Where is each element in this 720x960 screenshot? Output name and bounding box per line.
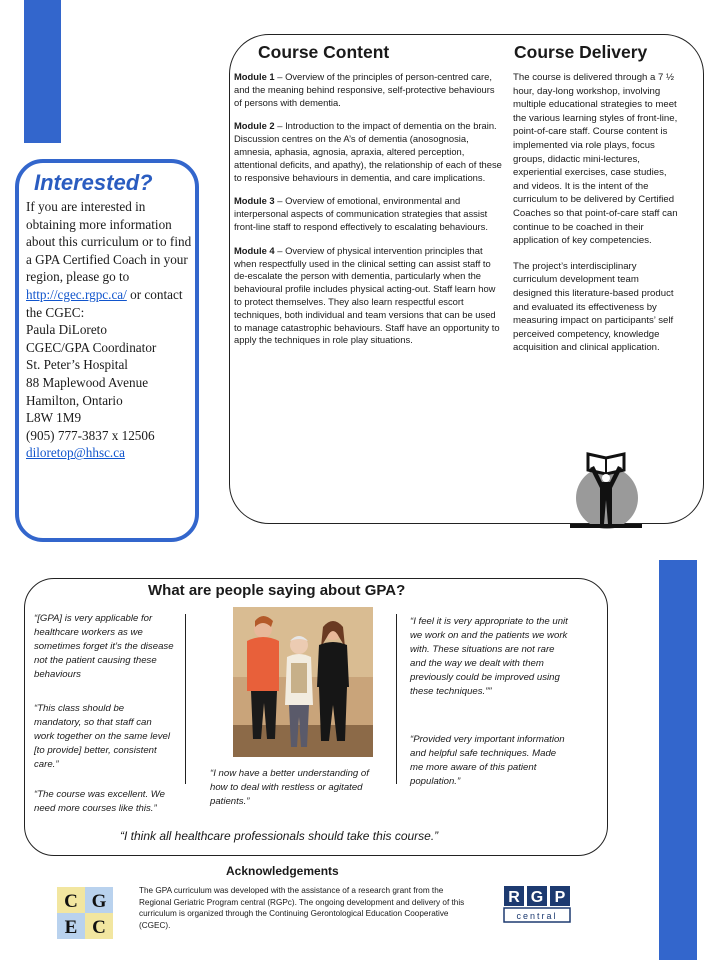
course-delivery-text	[513, 71, 679, 367]
divider-right	[396, 614, 397, 784]
module-text: – Overview of the principles of person-centred care, and the meaning behind responsive, self-protective behaviours of persons with dementia.	[234, 71, 495, 108]
interested-body	[26, 198, 194, 462]
module-item	[234, 195, 504, 233]
module-label: Module 3	[234, 195, 275, 207]
course-modules	[234, 71, 504, 358]
module-label: Module 2	[234, 120, 275, 132]
contact-postal-code: L8W 1M9	[26, 410, 82, 426]
cgec-letter: E	[64, 917, 78, 938]
rgp-letter: R	[508, 889, 520, 906]
module-text: – Overview of emotional, environmental and interpersonal aspects of communication strategies that assist front-line staff to respond effectively to escalating behaviours.	[234, 195, 488, 232]
divider-left	[185, 614, 186, 784]
interested-title: Interested?	[34, 170, 153, 195]
contact-organization: St. Peter’s Hospital	[26, 357, 128, 373]
contact-street: 88 Maplewood Avenue	[26, 374, 149, 390]
module-item	[234, 120, 504, 184]
testimonial-quote: “I now have a better understanding of how to deal with restless or agitated patients.”	[210, 768, 369, 807]
rgp-sub-label: central	[516, 911, 558, 921]
course-content-heading: Course Content	[258, 42, 390, 62]
testimonial-featured-quote: “I think all healthcare professionals should take this course.”	[120, 829, 439, 843]
interested-contact-intro: or contact the CGEC:	[26, 286, 183, 320]
module-label: Module 4	[234, 244, 275, 256]
testimonial-quote: “Provided very important information and helpful safe techniques. Made me more aware of this patient population.”	[410, 734, 565, 787]
cgec-letter: C	[64, 891, 78, 912]
module-text: – Overview of physical intervention principles that when respectfully used in the clinical setting can assist staff to de-escalate the person with dementia, particularly when the behavioural profile includes physical acting-out. Staff learn how to protect themselves. They also learn respectful escort techniques, both individual and team versions that can be used to manage catastrophic behaviours. Staff have an opportunity to apply the techniques in role play situations.	[234, 244, 500, 346]
contact-city: Hamilton, Ontario	[26, 392, 123, 408]
staff-with-patient-photo	[233, 607, 373, 757]
module-item	[234, 71, 504, 109]
module-label: Module 1	[234, 71, 275, 82]
cgec-letter: C	[92, 917, 106, 938]
decorative-bar-bottom-right	[659, 560, 697, 960]
course-delivery-heading: Course Delivery	[514, 42, 648, 62]
cgec-website-link[interactable]: http://cgec.rgpc.ca/	[26, 286, 127, 302]
contact-email-link[interactable]: diloretop@hhsc.ca	[26, 445, 125, 461]
testimonials-heading: What are people saying about GPA?	[148, 582, 406, 599]
cgec-logo	[57, 887, 113, 939]
rgp-letter: P	[554, 889, 566, 906]
contact-name: Paula DiLoreto	[26, 322, 107, 338]
cgec-letter: G	[91, 891, 107, 912]
module-item	[234, 245, 504, 347]
contact-title: CGEC/GPA Coordinator	[26, 339, 157, 355]
decorative-bar-top-left	[24, 0, 61, 143]
person-reading-icon	[566, 448, 648, 530]
testimonial-quote: “[GPA] is very applicable for healthcare workers as we sometimes forget it’s the disease not the patient causing these behaviours	[34, 613, 174, 680]
delivery-paragraph: The course is delivered through a 7 ½ hour, day-long workshop, involving multiple educational strategies to meet the various learning styles of front-line, point-of-care staff. Course content is implemented via role plays, focus groups, didactic mini-lectures, experiential exercises, case studies, and videos. It is the intent of the curriculum to be delivered by Certified Coaches so that point-of-care staff can continue to be coached in their application of key competencies.	[513, 72, 678, 247]
testimonial-quote: “The course was excellent. We need more courses like this.”	[34, 789, 165, 814]
acknowledgements-text: The GPA curriculum was developed with the assistance of a research grant from the Regional Geriatric Program central (RGPc). The ongoing development and delivery of this curriculum is organized through the Continuing Gerontological Education Cooperative (CGEC).	[139, 886, 465, 930]
testimonial-quote: “I feel it is very appropriate to the unit we work on and the patients we work with. These situations are not rare and the way we dealt with them previously could be improved using these techniques.””	[410, 616, 568, 697]
delivery-paragraph: The project’s interdisciplinary curriculum development team designed this literature-based product and evaluated its effectiveness by measuring impact on participants’ self perceived competency, knowledge acquisition and clinical application.	[513, 260, 674, 354]
rgp-letter: G	[530, 889, 544, 906]
testimonial-quote: “This class should be mandatory, so that staff can work together on the same level [to provide] better, consistent care.”	[34, 703, 170, 770]
contact-phone: (905) 777-3837 x 12506	[26, 427, 155, 443]
module-text: – Introduction to the impact of dementia on the brain. Discussion centres on the A’s of dementia (anosognosia, amnesia, aphasia, agnosia, apraxia, altered perception, attentional deficits, and apathy), the relationship of each of these to responsive behaviours in dementia, and care implications.	[234, 120, 502, 183]
acknowledgements-heading: Acknowledgements	[226, 864, 339, 878]
rgp-central-logo	[503, 885, 571, 929]
interested-intro: If you are interested in obtaining more information about this curriculum or to find a GPA Certified Coach in your region, please go to	[26, 199, 192, 285]
